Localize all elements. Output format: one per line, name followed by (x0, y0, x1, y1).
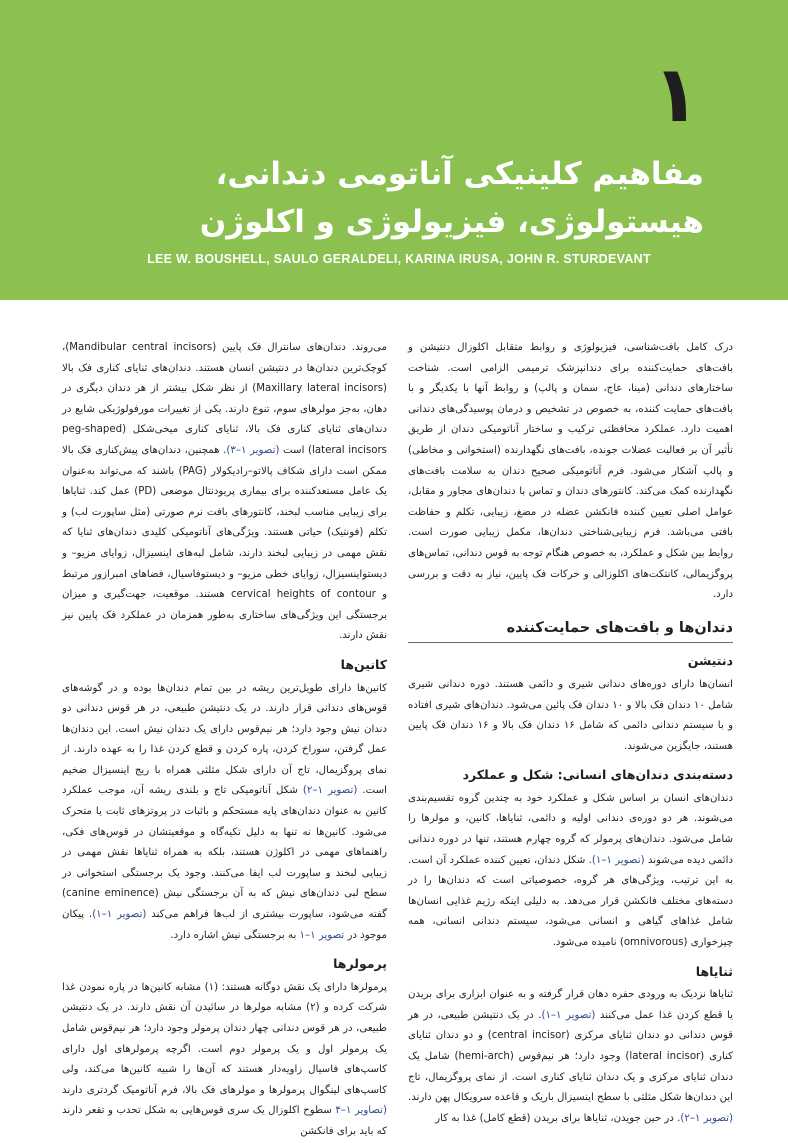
canines-paragraph: کانین‌ها دارای طویل‌ترین ریشه در بین تمام دندان‌ها بوده و در گوشه‌های قوس‌های دندانی قرار دارند. در یک دنتیشن طبیعی، در هر قوس دندانی دو دندان نیش وجود دارد؛ هر نیم‌قوس دارای یک دندان نیش است. این دندان‌ها عمل گرفتن، سوراخ کردن، پاره کردن و قطع کردن غذا را به عهده دارند. از نمای پروگزیمال، تاج آن دارای شکل مثلثی همراه با ریج اینسیزال ضخیم است. (تصویر ۱–۲) شکل آناتومیکی تاج و بلندی ریشه آن، موجب عملکرد کانین به عنوان دندان‌های پایه مستحکم و باثبات در پروتزهای ثابت یا متحرک می‌شود. کانین‌ها نه تنها به دلیل تکیه‌گاه و موقعیتشان در قوس‌های فکی، راهنماهای مهمی در اکلوژن هستند، بلکه به همراه ثنایاها نقش مهمی در زیبایی لبخند و ساپورت لب ایفا می‌کنند. وجود یک برجستگی استخوانی در سطح لبی دندان‌های نیش که به آن برجستگی نیش (canine eminence) گفته می‌شود، ساپورت بیشتری از لب‌ها فراهم می‌کند (تصویر ۱–۱). پیکان موجود در تصویر ۱–۱ به برجستگی نیش اشاره دارد. (62, 682, 387, 941)
chapter-header (0, 0, 788, 300)
subheading-incisors: ثنایاها (695, 963, 733, 979)
subheading-premolars: پرمولرها (333, 956, 387, 972)
figure-reference[interactable]: (تصویر ۱–۱) (591, 854, 645, 866)
figure-reference[interactable]: (تصویر ۱–۲) (680, 1112, 733, 1124)
incisors-paragraph: ثنایاها نزدیک به ورودی حفره دهان قرار گرفته و به عنوان ابزاری برای بریدن یا قطع کردن غذا عمل می‌کنند (تصویر ۱–۱). در یک دنتیشن طبیعی، در هر قوس دندانی دو دندان ثنایای مرکزی (central incisor) و دو دندان ثنایای کناری (lateral incisor) وجود دارد؛ هر نیم‌قوس (hemi-arch) شامل یک دندان ثنایای مرکزی و یک دندان ثنایای کناری است. از نمای پروگزیمال، تاج این دندان‌ها شکل مثلثی با سطح اینسیزال باریک و قاعده سرویکال پهن دارند. (تصویر ۱–۲). در حین جویدن، ثنایاها برای بریدن (قطع کامل) غذا به کار (408, 989, 733, 1124)
incisors-continued-paragraph: می‌روند. دندان‌های سانترال فک پایین (Mandibular central incisors)، کوچک‌ترین دندان‌ها در دنتیشن انسان هستند. دندان‌های ثنایای کناری فک بالا (Maxillary lateral incisors) از نظر شکل بیشتر از هر دندان دیگری در دهان، به‌جز مولرهای سوم، تنوع دارند. یکی از تغییرات مورفولوژیکی شایع در دندان‌های ثنایای کناری فک بالا، ثنایای کناری میخی‌شکل (peg-shaped lateral incisors) است (تصویر ۱–۳). همچنین، دندان‌های پیش‌کناری فک بالا ممکن است دارای شکاف پالاتو–رادیکولار (PAG) باشند که می‌تواند به‌عنوان یک عامل مستعدکننده برای بیماری پریودنتال موضعی (PD) عمل کند. ثنایاها برای زیبایی مناسب لبخند، کانتورهای بافت نرم صورتی (مثل ساپورت لب) و تکلم (فونتیک) حیاتی هستند. ویژگی‌های آناتومیکی کلیدی دندان‌های ثنایا که نقش مهمی در زیبایی لبخند دارند، شامل لبه‌های اینسیزال، زوایای مزیو– و دیستواینسیزال، زوایای خطی مزیو– و دیستوفاسیال، فضاهای امبرازور مرتبط و cervical heights of contour هستند. موقعیت، جهت‌گیری و میزان برجستگی این ویژگی‌های ساختاری به‌طور همزمان در عملکرد فک پایین نیز نقش دارند. (62, 342, 388, 642)
chapter-number: ۱ (652, 50, 700, 140)
figure-reference[interactable]: (تصاویر ۱–۴ (335, 1105, 387, 1117)
left-column (62, 338, 387, 1143)
subheading-canines: کانین‌ها (340, 656, 387, 672)
right-column (408, 338, 733, 1129)
figure-reference[interactable]: (تصویر ۱–۱) (92, 909, 147, 921)
chapter-title: مفاهیم کلینیکی آناتومی دندانی، هیستولوژی، فیزیولوژی و اکلوژن (199, 156, 704, 240)
subheading-classification: دسته‌بندی دندان‌های انسانی: شکل و عملکرد (462, 767, 733, 783)
dentition-paragraph: انسان‌ها دارای دوره‌های دندانی شیری و دائمی هستند. دوره دندانی شیری شامل ۱۰ دندان فک بالا و ۱۰ دندان فک پائین می‌شود. دندان‌های شیری افتاده و با سیستم دندانی دائمی که شامل ۱۶ دندان فک بالا و ۱۶ دندان فک پایین هستند، جایگزین می‌شوند. (408, 678, 733, 752)
premolars-paragraph: پرمولرها دارای یک نقش دوگانه هستند: (۱) مشابه کانین‌ها در پاره نمودن غذا شرکت کرده و (۲) مشابه مولرها در سائیدن آن نقش دارند. در یک دنتیشن طبیعی، در هر قوس دندانی چهار دندان پرمولر وجود دارد؛ هر نیم‌قوس شامل یک پرمولر اول و یک پرمولر دوم است. اگرچه پرمولرهای اول دارای کاسپ‌های فاسیال زاویه‌دار هستند که آن‌ها را شبیه کانین‌ها می‌کند، ولی کاسپ‌های لینگوال پرمولرها و مولرهای فک بالا، فرم آناتومیک گردتری دارند (تصاویر ۱–۴ سطوح اکلوزال یک سری قوس‌هایی به شکل تحدب و تقعر دارند که باید برای فانکشن (62, 981, 387, 1137)
section-heading-teeth: دندان‌ها و بافت‌های حمایت‌کننده (408, 618, 733, 644)
figure-reference[interactable]: (تصویر ۱–۱) (541, 1009, 596, 1021)
figure-reference[interactable]: (تصویر ۱–۳) (226, 444, 280, 456)
chapter-authors: LEE W. BOUSHELL, SAULO GERALDELI, KARINA IRUSA, JOHN R. STURDEVANT (147, 252, 651, 266)
subheading-dentition: دنتیشن (687, 653, 733, 669)
figure-reference[interactable]: (تصویر ۱–۲) (302, 785, 358, 797)
intro-paragraph: درک کامل بافت‌شناسی، فیزیولوژی و روابط متقابل اکلوزال دنتیشن و بافت‌های حمایت‌کننده برای دندانپزشک ترمیمی الزامی است. شناخت ساختارهای دندانی (مینا، عاج، سمان و پالپ) و روابط آنها با یکدیگر و با بافت‌های حمایت کننده، به خصوص در تشخیص و درمان پوسیدگی‌های دندانی اهمیت دارد. عملکرد محافظتی ترکیب و ساختار آناتومیکی دندان از طریق تأثیر آن بر فعالیت عضلات جونده، بافت‌های نگهدارنده (استخوانی و مخاطی) و پالپ آشکار می‌شود. فرم آناتومیکی صحیح دندان به سلامت بافت‌های نگهدارنده کمک می‌کند. کانتورهای دندان و تماس با دندان‌های مجاور و مقابل، عوامل اصلی تعیین کننده فانکشن عضله در مضغ، زیبایی، تکلم و حفاظت بافتی می‌باشد. فرم زیبایی‌شناختی دندان‌ها، مکمل زیبایی صورت است. روابط بین شکل و عملکرد، به خصوص هنگام توجه به قوس دندانی، تماس‌های پروگزیمالی، کانتکت‌های اکلوزالی و حرکات فک پایین، نیاز به دقت و بررسی دارد. (407, 342, 733, 601)
figure-reference[interactable]: تصویر ۱–۱ (299, 929, 345, 941)
classification-paragraph: دندان‌های انسان بر اساس شکل و عملکرد خود به چندین گروه تقسیم‌بندی می‌شوند. هر دو دوره‌ی دندانی اولیه و دائمی، ثنایاها، کانین، و مولرها را شامل می‌شود. دندان‌های پرمولر که گروه چهارم هستند، تنها در دوره دندانی دائمی دیده می‌شوند (تصویر ۱–۱). شکل دندان، تعیین کننده عملکرد آن است. به این ترتیب، ویژگی‌های هر گروه، خصوصیاتی است که دندان‌ها را در دسته‌های مختلف فانکشن قرار می‌دهد. به دلیلی اینکه رژیم غذایی انسان‌ها شامل غذاهای گیاهی و انسانی می‌شود، سیستم دندانی انسانی، همه چیزخواری (omnivorous) نامیده می‌شود. (408, 792, 733, 949)
